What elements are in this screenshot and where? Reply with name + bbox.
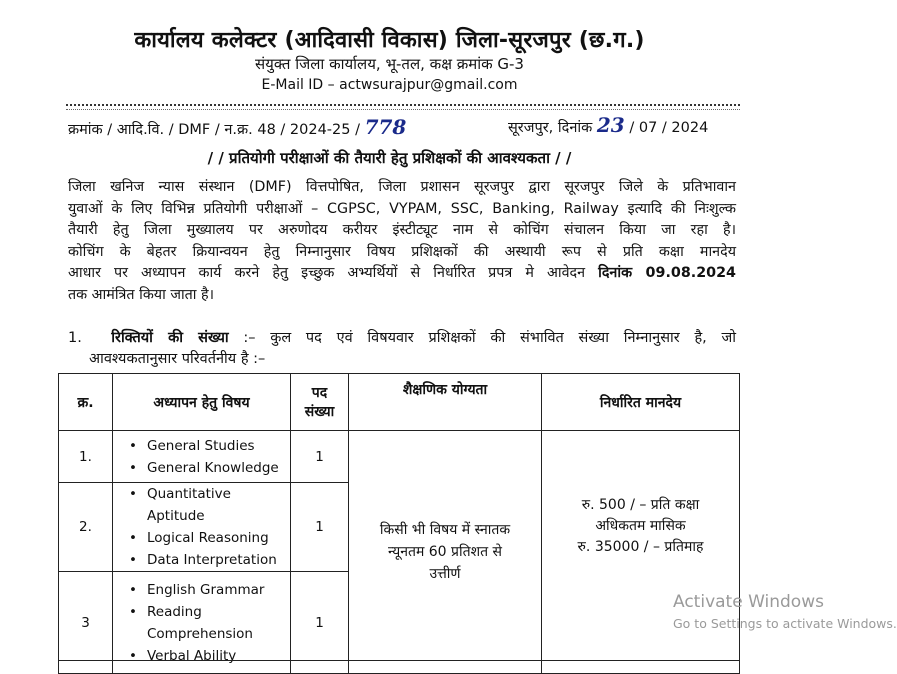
- handwritten-number: 778: [364, 115, 407, 139]
- qualification-cell: [349, 431, 542, 674]
- qualification-line: उत्तीर्ण: [429, 566, 461, 582]
- next-table-edge: [58, 660, 740, 666]
- subject-item: • General Studies: [127, 435, 290, 457]
- paragraph-line: तक आमंत्रित किया जाता है।: [68, 286, 215, 303]
- paragraph-line: जिला खनिज न्यास संस्थान (DMF) वित्तपोषित, जिला प्रशासन सूरजपुर द्वारा सूरजपुर जिले के प्रतिभावान: [68, 179, 736, 195]
- row-serial: 3: [59, 572, 113, 674]
- letter-subject: / / प्रतियोगी परीक्षाओं की तैयारी हेतु प्रशिक्षकों की आवश्यकता / /: [207, 149, 572, 167]
- table-header-row: [59, 374, 740, 431]
- reference-number: [68, 115, 406, 139]
- row-posts: 1: [291, 431, 349, 483]
- honorarium-cell: [542, 431, 740, 674]
- activation-watermark-subtitle: Go to Settings to activate Windows.: [673, 616, 897, 631]
- paragraph-line5-text: आधार पर अध्यापन कार्य करने हेतु इच्छुक अभ्यर्थियों से निर्धारित प्रपत्र मे आवेदन: [68, 265, 599, 282]
- qualification-line: न्यूनतम 60 प्रतिशत से: [387, 544, 503, 560]
- subject-item-continued: [127, 623, 290, 645]
- paragraph-line: [68, 263, 736, 285]
- place-prefix: सूरजपुर, दिनांक: [508, 120, 597, 136]
- vacancies-text: :– कुल पद एवं विषयवार प्रशिक्षकों की संभावित संख्या निम्नानुसार है, जो: [228, 330, 736, 346]
- subject-item: • Logical Reasoning: [127, 527, 290, 549]
- header-posts: [291, 374, 349, 431]
- subject-item: • Reading: [127, 601, 290, 623]
- honorarium-line: अधिकतम मासिक: [595, 518, 686, 534]
- office-email: E-Mail ID – actwsurajpur@gmail.com: [261, 77, 518, 93]
- vacancies-number: 1.: [68, 330, 82, 346]
- header-divider-secondary: [66, 109, 740, 110]
- subject-item: • Verbal Ability: [127, 645, 290, 667]
- vacancies-line: [68, 328, 736, 349]
- row-serial: 1.: [59, 431, 113, 483]
- subject-item: • Data Interpretation: [127, 549, 290, 571]
- office-address: संयुक्त जिला कार्यालय, भू-तल, कक्ष क्रमांक G-3: [255, 55, 524, 73]
- row-subjects: [113, 483, 291, 572]
- row-subjects: [113, 431, 291, 483]
- handwritten-day: 23: [596, 113, 625, 137]
- header-posts-line1: पद: [311, 385, 328, 401]
- header-subject: अध्यापन हेतु विषय: [113, 374, 291, 431]
- vacancy-table: [58, 373, 740, 674]
- subject-continuation: Comprehension: [147, 625, 253, 642]
- activation-watermark-title: Activate Windows: [673, 592, 824, 612]
- header-serial: क्र.: [59, 374, 113, 431]
- paragraph-line: कोचिंग के बेहतर क्रियान्वयन हेतु निम्नानुसार विषय प्रशिक्षकों की अस्थायी रूप से प्रति कक्षा मानदेय: [68, 243, 736, 260]
- reference-prefix: क्रमांक / आदि.वि. / DMF / न.क्र. 48 / 2024-25 /: [68, 122, 365, 138]
- header-posts-line2: संख्या: [304, 404, 335, 420]
- paragraph-line: तैयारी हेतु जिला मुख्यालय पर अरुणोदय करीयर इंस्टीट्यूट नाम से कोचिंग संचालन किया जा रहा है।: [68, 222, 736, 239]
- qualification-line: किसी भी विषय में स्नातक: [379, 522, 511, 538]
- date-suffix: / 07 / 2024: [624, 120, 709, 136]
- body-paragraph: [68, 177, 736, 307]
- table-row: [59, 431, 740, 483]
- place-date: [508, 113, 708, 137]
- header-honorarium: निर्धारित मानदेय: [542, 374, 740, 431]
- row-posts: 1: [291, 572, 349, 674]
- paragraph-line: युवाओं के लिए विभिन्न प्रतियोगी परीक्षाओं – CGPSC, VYPAM, SSC, Banking, Railway इत्यादि की निःशुल्क: [68, 200, 736, 217]
- row-subjects: [113, 572, 291, 674]
- honorarium-line: रु. 500 / – प्रति कक्षा: [581, 497, 700, 513]
- last-date: दिनांक 09.08.2024: [598, 265, 736, 282]
- header-qualification: शैक्षणिक योग्यता: [349, 374, 542, 431]
- vacancies-section: [68, 328, 736, 370]
- row-posts: 1: [291, 483, 349, 572]
- header-divider: [66, 104, 740, 106]
- vacancies-heading: रिक्तियों की संख्या: [111, 330, 229, 346]
- subject-item: • English Grammar: [127, 579, 290, 601]
- subject-item: • Quantitative Aptitude: [127, 483, 290, 527]
- office-title: कार्यालय कलेक्टर (आदिवासी विकास) जिला-सूरजपुर (छ.ग.): [134, 28, 645, 53]
- subject-item: • General Knowledge: [127, 457, 290, 479]
- honorarium-line: रु. 35000 / – प्रतिमाह: [577, 539, 704, 555]
- row-serial: 2.: [59, 483, 113, 572]
- vacancies-text-continued: आवश्यकतानुसार परिवर्तनीय है :–: [89, 351, 266, 367]
